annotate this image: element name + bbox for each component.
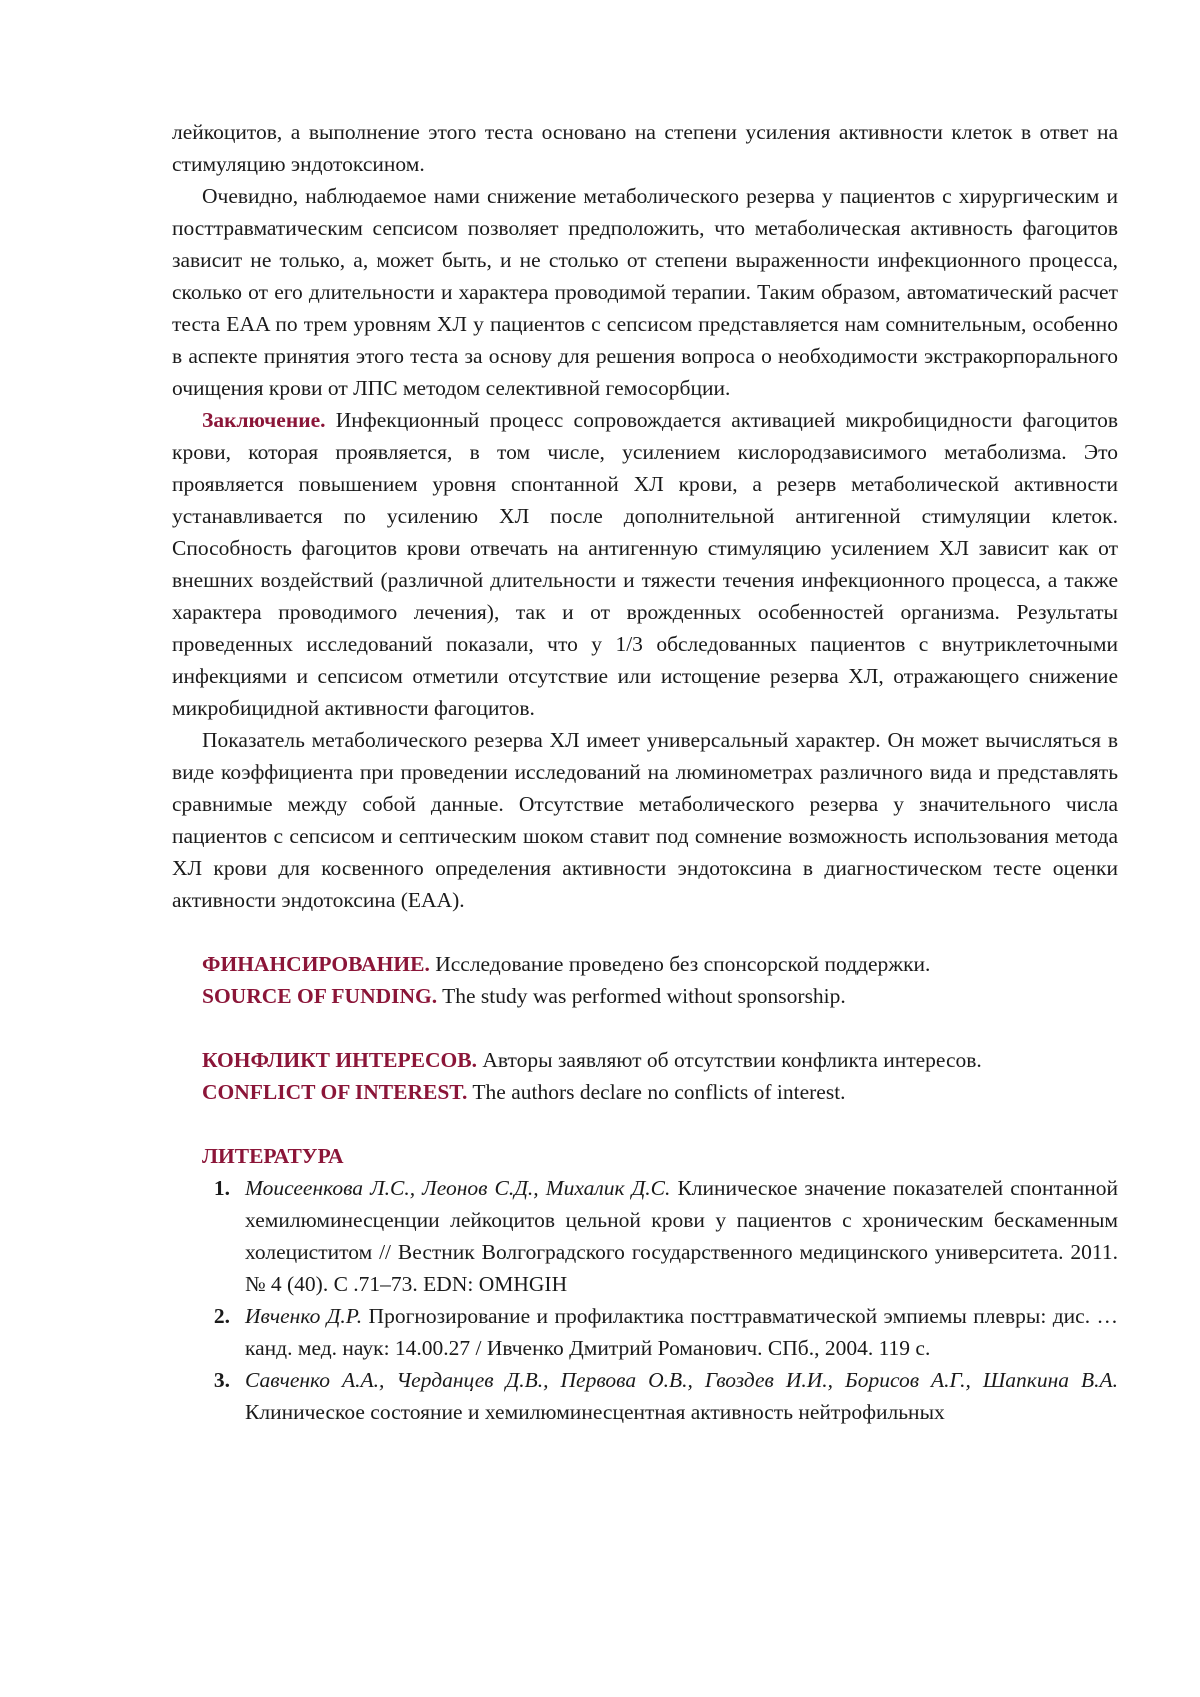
paragraph-universal-indicator: Показатель метаболического резерва ХЛ имеет универсальный характер. Он может вычисляться в виде коэффициента при проведении исследований на люминометрах различного вида и представлять сравнимые между собой данные. Отсутствие метаболического резерва у значительного числа пациентов с сепсисом и септическим шоком ставит под сомнение возможность использования метода ХЛ крови для косвенного определения активности эндотоксина в диагностическом тесте оценки активности эндотоксина (EAA). (172, 728, 1118, 912)
conflict-ru (172, 1044, 1118, 1076)
reference-item (202, 1300, 1118, 1364)
conflict-en-label: CONFLICT OF INTEREST. (202, 1080, 468, 1104)
funding-en-label: SOURCE OF FUNDING. (202, 984, 438, 1008)
reference-authors: Савченко А.А., Черданцев Д.В., Первова О.В., Гвоздев И.И., Борисов А.Г., Шапкина В.А. (245, 1368, 1118, 1392)
funding-en (172, 980, 1118, 1012)
reference-item (202, 1172, 1118, 1300)
reference-authors: Ивченко Д.Р. (245, 1304, 363, 1328)
reference-text: Клиническое состояние и хемилюминесцентная активность нейтрофильных (245, 1400, 945, 1424)
funding-ru-label: ФИНАНСИРОВАНИЕ. (202, 952, 430, 976)
paragraph-conclusion (172, 404, 1118, 724)
references-list (172, 1172, 1118, 1428)
funding-en-text: The study was performed without sponsorship. (437, 984, 846, 1008)
conflict-en (172, 1076, 1118, 1108)
conclusion-label: Заключение. (202, 408, 326, 432)
references-heading-text: ЛИТЕРАТУРА (202, 1144, 344, 1168)
funding-ru (172, 948, 1118, 980)
references-heading (172, 1140, 1118, 1172)
paragraph-metabolic-reserve: Очевидно, наблюдаемое нами снижение метаболического резерва у пациентов с хирургическим и посттравматическим сепсисом позволяет предположить, что метаболическая активность фагоцитов зависит не только, а, может быть, и не столько от степени выраженности инфекционного процесса, сколько от его длительности и характера проводимой терапии. Таким образом, автоматический расчет теста EAA по трем уровням ХЛ у пациентов с сепсисом представляется нам сомнительным, особенно в аспекте принятия этого теста за основу для решения вопроса о необходимости экстракорпорального очищения крови от ЛПС методом селективной гемосорбции. (172, 184, 1118, 400)
reference-text: Прогнозирование и профилактика посттравматической эмпиемы плевры: дис. … канд. мед. наук: 14.00.27 / Ивченко Дмитрий Романович. СПб., 2004. 119 с. (245, 1304, 1118, 1360)
reference-item (202, 1364, 1118, 1428)
paragraph-continuation: лейкоцитов, а выполнение этого теста основано на степени усиления активности клеток в ответ на стимуляцию эндотоксином. (172, 120, 1118, 176)
reference-authors: Моисеенкова Л.С., Леонов С.Д., Михалик Д.С. (245, 1176, 671, 1200)
reference-number: 1. (213, 1176, 230, 1200)
conclusion-text: Инфекционный процесс сопровождается активацией микробицидности фагоцитов крови, которая проявляется, в том числе, усилением кислородзависимого метаболизма. Это проявляется повышением уровня спонтанной ХЛ крови, а резерв метаболической активности устанавливается по усилению ХЛ после дополнительной антигенной стимуляции клеток. Способность фагоцитов крови отвечать на антигенную стимуляцию усилением ХЛ зависит как от внешних воздействий (различной длительности и тяжести течения инфекционного процесса, а также характера проводимого лечения), так и от врожденных особенностей организма. Результаты проведенных исследований показали, что у 1/3 обследованных пациентов с внутриклеточными инфекциями и сепсисом отметили отсутствие или истощение резерва ХЛ, отражающего снижение микробицидной активности фагоцитов. (172, 408, 1118, 720)
conflict-en-text: The authors declare no conflicts of interest. (467, 1080, 846, 1104)
reference-number: 3. (213, 1368, 230, 1392)
conflict-ru-text: Авторы заявляют об отсутствии конфликта интересов. (476, 1048, 982, 1072)
reference-text: Клиническое значение показателей спонтанной хемилюминесценции лейкоцитов цельной крови у пациентов с хроническим бескаменным холециститом // Вестник Волгоградского государственного медицинского университета. 2011. № 4 (40). С .71–73. EDN: OMHGIH (245, 1176, 1118, 1296)
conflict-ru-label: КОНФЛИКТ ИНТЕРЕСОВ. (202, 1048, 477, 1072)
funding-ru-text: Исследование проведено без спонсорской поддержки. (429, 952, 931, 976)
reference-number: 2. (213, 1304, 230, 1328)
